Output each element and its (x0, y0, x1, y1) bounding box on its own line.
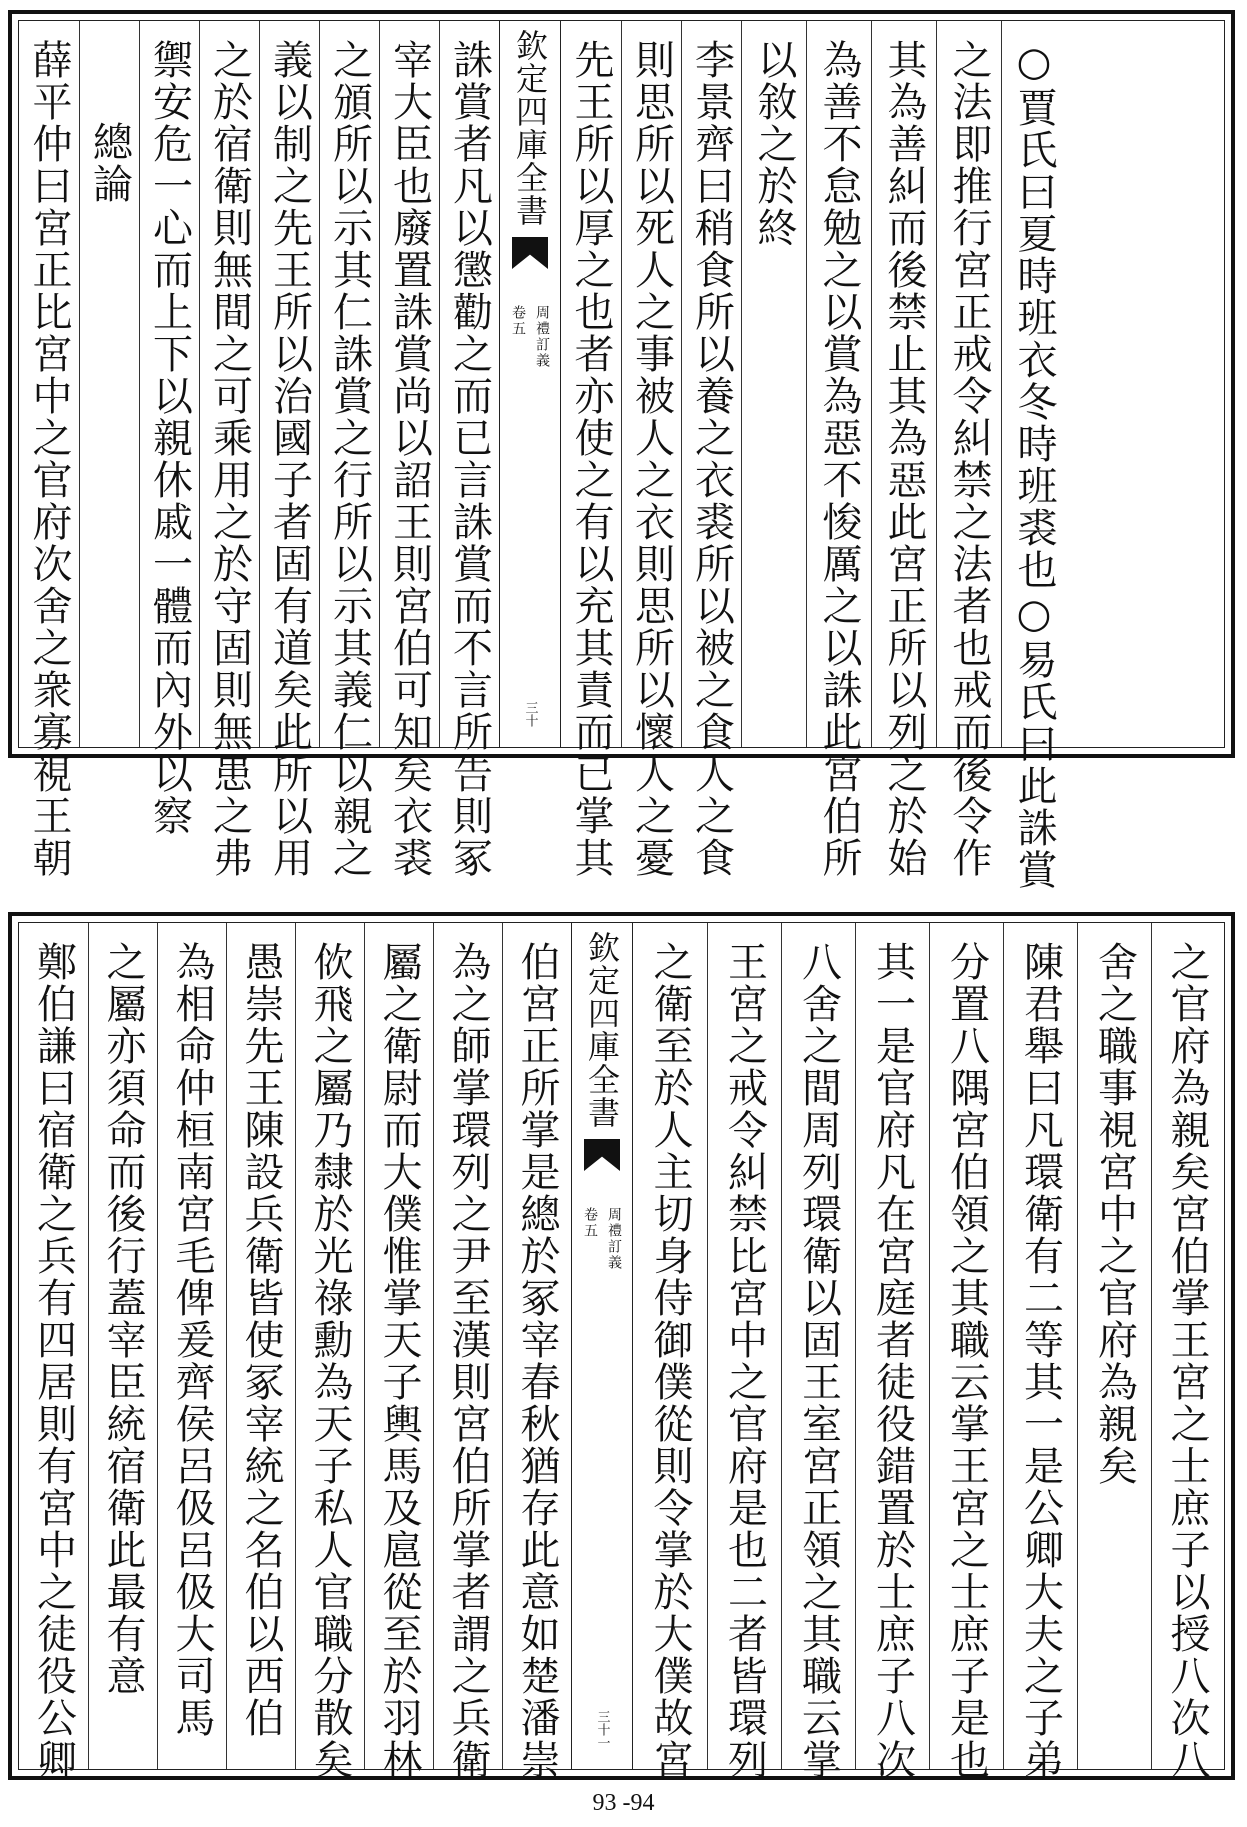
text-column (1077, 923, 1151, 1769)
text-column (1003, 923, 1077, 1781)
column-text: 之法即推行宮正戒令糾禁之法者也戒而後令作 (946, 39, 992, 879)
column-text: 舍之職事視宮中之官府為親矣 (1091, 941, 1138, 1487)
column-text: 其為善糾而後禁止其為惡此宮正所以列之於始 (881, 39, 927, 879)
text-column (681, 21, 741, 879)
book-subtitle: 周禮訂義 (606, 1207, 622, 1271)
column-text: 則思所以死人之事被人之衣則思所以懷人之憂 (628, 39, 675, 879)
text-column (502, 923, 571, 1781)
text-column (1001, 21, 1066, 891)
column-text: 鄭伯謙曰宿衛之兵有四居則有宮中之徒役公卿 (30, 941, 77, 1781)
text-column (439, 21, 499, 879)
column-text: 陳君舉曰凡環衛有二等其一是公卿大夫之子弟 (1017, 941, 1064, 1781)
column-text: 薛平仲曰宮正比宮中之官府次舍之衆寡視王朝 (26, 39, 72, 879)
column-text: 先王所以厚之也者亦使之有以充其責而已掌其 (568, 39, 614, 879)
text-column (561, 21, 621, 879)
text-column (199, 21, 259, 879)
column-text: 李景齊曰稍食所以養之衣裘所以被之食人之食 (688, 39, 735, 879)
column-text: 誅賞者凡以懲勸之而已言誅賞而不言所告則冢 (446, 39, 493, 879)
text-column (364, 923, 433, 1781)
page-number: 三十 (522, 701, 538, 727)
text-column (157, 923, 226, 1769)
text-column (19, 21, 79, 879)
column-text: 之衛至於人主切身侍御僕從則令掌於大僕故宮 (647, 941, 693, 1781)
text-column (88, 923, 157, 1769)
column-text: ○賈氏曰夏時班衣冬時班裘也○易氏曰此誅賞 (1011, 39, 1057, 891)
column-text: 佽飛之屬乃隸於光祿勳為天子私人官職分散矣 (307, 941, 353, 1781)
column-text: 為之師掌環列之尹至漢則宮伯所掌者謂之兵衛 (445, 941, 491, 1781)
text-column (621, 21, 681, 879)
section-heading: 總論 (86, 121, 133, 205)
page-top-frame (18, 20, 1225, 891)
column-text: 其一是官府凡在宮庭者徒役錯置於士庶子八次 (869, 941, 916, 1781)
text-column (871, 21, 936, 879)
column-text: 八舍之間周列環衛以固王室宮正領之其職云掌 (795, 941, 842, 1781)
page-number: 三十一 (594, 1710, 610, 1749)
column-text: 為相命仲桓南宮毛俾爰齊侯呂伋呂伋大司馬 (169, 941, 215, 1739)
text-column (633, 923, 707, 1781)
text-column (79, 21, 139, 747)
page-top (8, 10, 1235, 891)
book-title: 欽定四庫全書 (583, 931, 621, 1129)
center-subtitle-block (508, 305, 552, 369)
page-bottom (8, 912, 1235, 1780)
volume-label: 卷五 (582, 1207, 598, 1239)
center-subtitle-block (580, 1207, 624, 1271)
page-range-footer: 93 -94 (592, 1790, 655, 1816)
text-column (295, 923, 364, 1781)
fishtail-mark (584, 1139, 620, 1171)
column-text: 以敘之於終 (751, 39, 797, 249)
fishtail-mark (512, 237, 548, 269)
column-text: 義以制之先王所以治國子者固有道矣此所以用 (266, 39, 313, 879)
column-text: 之官府為親矣宮伯掌王宮之士庶子以授八次八 (1164, 941, 1210, 1781)
text-column (139, 21, 199, 837)
text-column (707, 923, 781, 1781)
column-text: 伯宮正所掌是總於冢宰春秋猶存此意如楚潘崇 (514, 941, 560, 1781)
text-column (379, 21, 439, 879)
page-bottom-frame (18, 922, 1225, 1781)
book-title: 欽定四庫全書 (511, 29, 549, 227)
center-band (499, 21, 561, 747)
text-column (226, 923, 295, 1769)
text-column (936, 21, 1001, 879)
text-column (433, 923, 502, 1781)
text-column (319, 21, 379, 879)
center-band (571, 923, 633, 1769)
column-text: 禦安危一心而上下以親休戚一體而內外以察 (146, 39, 193, 837)
volume-label: 卷五 (510, 305, 526, 337)
text-column (781, 923, 855, 1781)
column-text: 分置八隅宮伯領之其職云掌王宮之士庶子是也 (943, 941, 990, 1781)
text-column (741, 21, 806, 747)
column-text: 愚崇先王陳設兵衛皆使冢宰統之名伯以西伯 (238, 941, 284, 1739)
text-column (259, 21, 319, 879)
text-column (806, 21, 871, 879)
column-text: 宰大臣也廢置誅賞尚以詔王則宮伯可知矣衣裘 (386, 39, 433, 879)
column-text: 屬之衛尉而大僕惟掌天子輿馬及扈從至於羽林 (376, 941, 422, 1781)
text-column (1151, 923, 1222, 1781)
text-column (19, 923, 88, 1781)
column-text: 為善不怠勉之以賞為惡不悛厲之以誅此宮伯所 (816, 39, 862, 879)
text-column (855, 923, 929, 1781)
column-text: 王宮之戒令糾禁比宮中之官府是也二者皆環列 (721, 941, 768, 1781)
book-subtitle: 周禮訂義 (534, 305, 550, 369)
text-column (929, 923, 1003, 1781)
column-text: 之於宿衛則無間之可乘用之於守固則無患之弗 (206, 39, 253, 879)
column-text: 之頒所以示其仁誅賞之行所以示其義仁以親之 (326, 39, 373, 879)
column-text: 之屬亦須命而後行蓋宰臣統宿衛此最有意 (100, 941, 146, 1697)
